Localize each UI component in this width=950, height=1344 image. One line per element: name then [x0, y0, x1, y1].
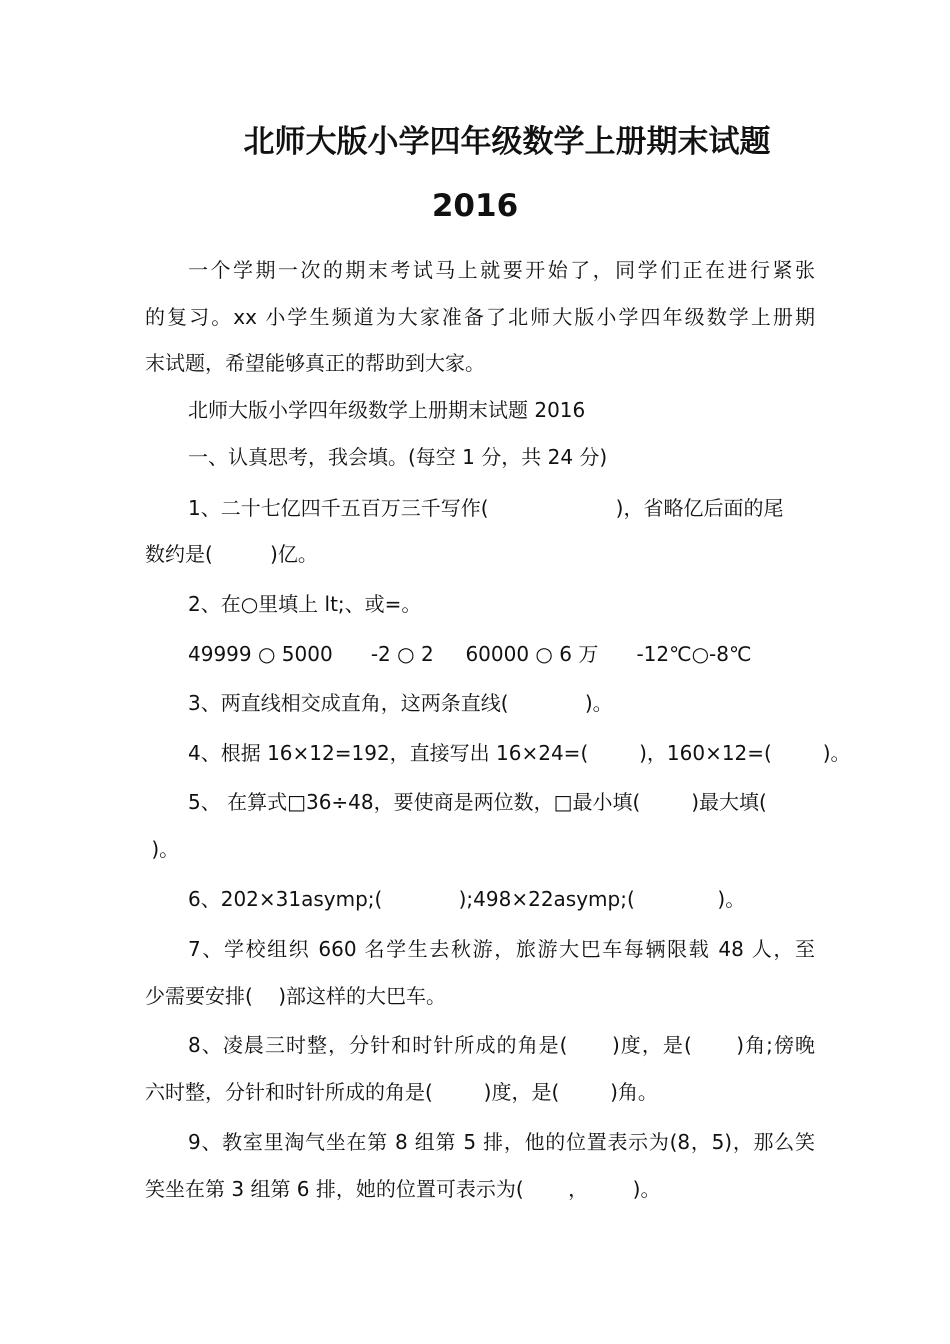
question-line: 49999 ○ 5000 -2 ○ 2 60000 ○ 6 万 -12℃○-8℃ [188, 642, 752, 666]
question-line: 六时整，分针和时针所成的角是( )度，是( )角。 [145, 1080, 658, 1104]
question-line: 4、根据 16×12=192，直接写出 16×24=( )，160×12=( )。 [188, 741, 851, 765]
question-line: )。 [145, 837, 180, 861]
intro-line: 末试题，希望能够真正的帮助到大家。 [145, 351, 485, 375]
question-line: 5、 在算式□36÷48，要使商是两位数，□最小填( )最大填( [188, 790, 767, 814]
question-line: 3、两直线相交成直角，这两条直线( )。 [188, 691, 613, 715]
document-title-year: 2016 [431, 188, 519, 224]
question-line: 6、202×31asymp;( );498×22asymp;( )。 [188, 887, 746, 911]
section-heading: 一、认真思考，我会填。(每空 1 分，共 24 分) [188, 445, 608, 469]
question-line: 8、凌晨三时整，分针和时针所成的角是( )度，是( )角;傍晚 [188, 1033, 815, 1057]
question-line: 9、教室里淘气坐在第 8 组第 5 排，他的位置表示为(8，5)，那么笑 [188, 1130, 815, 1154]
question-line: 7、学校组织 660 名学生去秋游，旅游大巴车每辆限载 48 人，至 [188, 937, 815, 961]
question-line: 1、二十七亿四千五百万三千写作( )，省略亿后面的尾 [188, 496, 784, 520]
intro-line: 的复习。xx 小学生频道为大家准备了北师大版小学四年级数学上册期 [145, 305, 815, 329]
question-line: 少需要安排( )部这样的大巴车。 [145, 984, 447, 1008]
intro-line: 一个学期一次的期末考试马上就要开始了，同学们正在进行紧张 [188, 258, 815, 282]
question-line: 笑坐在第 3 组第 6 排，她的位置可表示为( ， )。 [145, 1177, 661, 1201]
document-title: 北师大版小学四年级数学上册期末试题 [243, 124, 771, 160]
subtitle: 北师大版小学四年级数学上册期末试题 2016 [188, 398, 586, 422]
question-line: 2、在○里填上 lt;、或=。 [188, 592, 422, 616]
question-line: 数约是( )亿。 [145, 542, 318, 566]
